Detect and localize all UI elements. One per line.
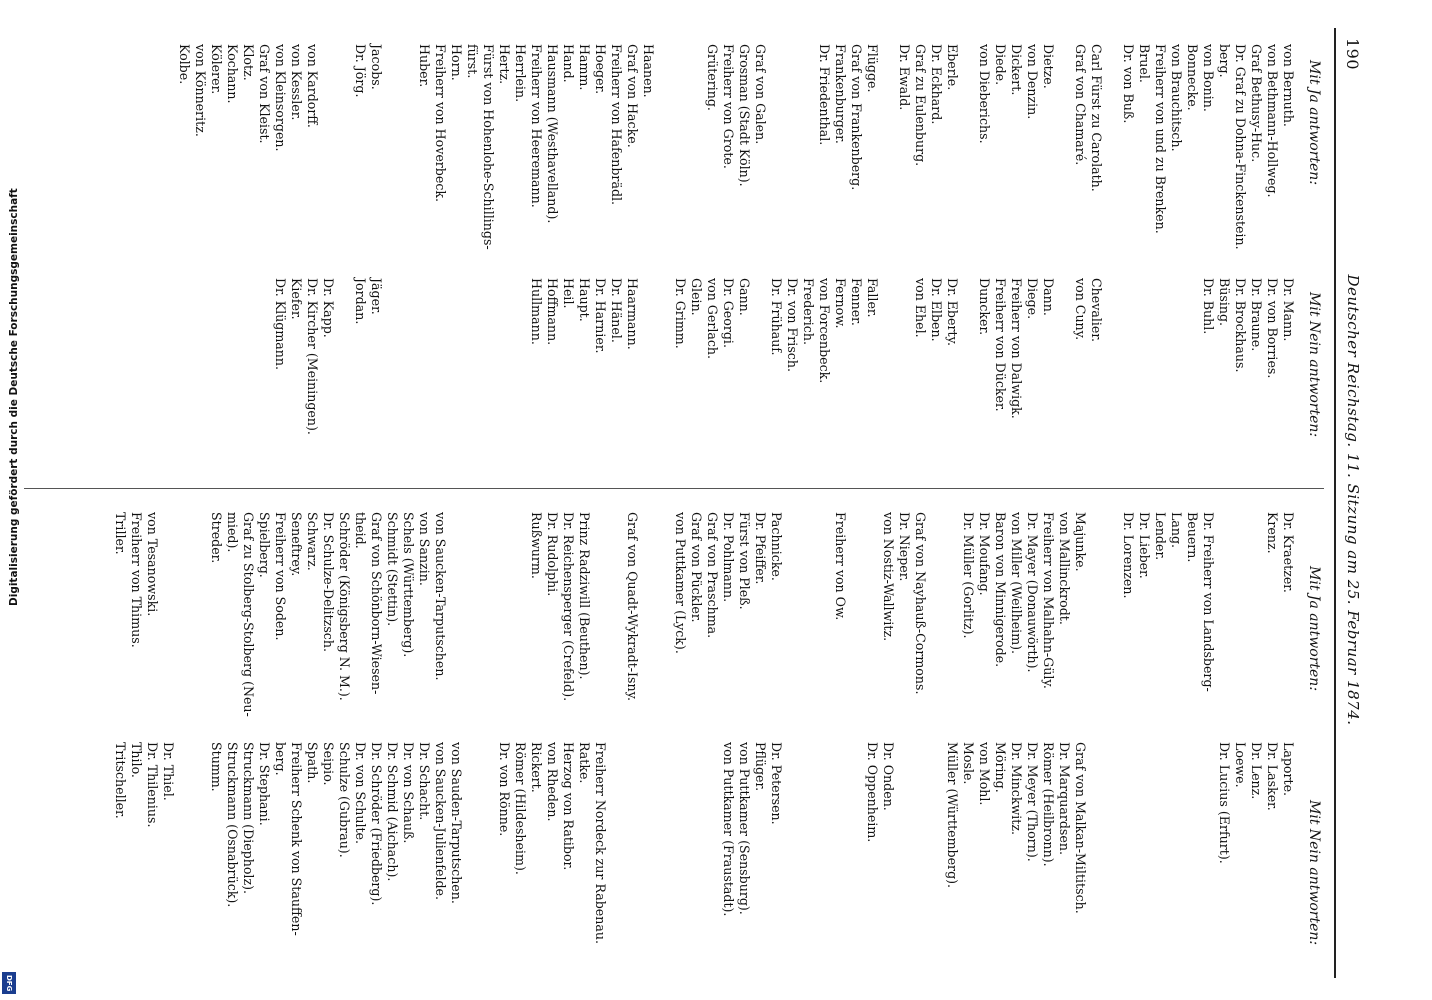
- member-name: Krenz.: [1265, 512, 1280, 554]
- member-name: Dr. Stephani.: [257, 742, 272, 826]
- running-title: Deutscher Reichstag. 11. Sitzung am 25. Februar 1874.: [1344, 274, 1362, 726]
- list-spacer: [912, 742, 928, 944]
- member-name: Seipio.: [321, 742, 336, 786]
- member-name: Hausmann (Westhavelland).: [545, 44, 560, 224]
- member-name: Graf von Quadt-Wykradt-Isny.: [625, 512, 640, 702]
- list-spacer: [192, 742, 208, 944]
- left-nein-list: [272, 278, 1296, 435]
- member-name: von Sanzin.: [417, 512, 432, 586]
- list-spacer: [176, 512, 192, 717]
- list-spacer: [1200, 742, 1216, 944]
- member-name: von Miller (Weilheim).: [1009, 512, 1024, 655]
- member-name: Freiherr von Hoverbeck.: [433, 44, 448, 203]
- member-name: Dr. Schacht.: [417, 742, 432, 821]
- member-name: Diege.: [1025, 278, 1040, 320]
- member-name: von Puttkamer (Sensburg).: [737, 742, 752, 915]
- member-name: Pflüger.: [753, 742, 768, 792]
- member-name: Majunke.: [1073, 512, 1088, 572]
- member-name: Streder.: [209, 512, 224, 564]
- member-name: von Könneritz.: [193, 44, 208, 137]
- member-name: von Mohl.: [977, 742, 992, 806]
- member-name: Dr. Kircher (Meiningen).: [305, 278, 320, 435]
- member-name: Kolbe.: [177, 44, 192, 85]
- list-spacer: [384, 278, 400, 435]
- member-name: von Puttkamer (Fraustadt).: [721, 742, 736, 917]
- list-spacer: [864, 512, 880, 717]
- member-name: Struckmann (Diepholz).: [241, 742, 256, 895]
- member-name: von Tesanowski.: [145, 512, 160, 617]
- member-name: Dr. Moufang.: [977, 512, 992, 596]
- member-name: Graf von Pückler.: [689, 512, 704, 623]
- member-name: von Gerlach.: [705, 278, 720, 360]
- list-spacer: [608, 742, 624, 944]
- list-spacer: [848, 512, 864, 717]
- right-nein-list: [112, 742, 1296, 944]
- list-spacer: [672, 44, 688, 250]
- member-name: Stumm.: [209, 742, 224, 792]
- member-name: Frederich.: [801, 278, 816, 345]
- list-spacer: [656, 44, 672, 250]
- member-name: Dr. von Borries.: [1265, 278, 1280, 379]
- member-name: Schröder (Königsberg N. M.).: [337, 512, 352, 701]
- member-name: Dr. Eckhard.: [929, 44, 944, 125]
- member-name: Heil.: [561, 278, 576, 309]
- list-spacer: [160, 512, 176, 717]
- member-name: Dr. Elben.: [929, 278, 944, 342]
- member-name: Bonnecke.: [1185, 44, 1200, 111]
- list-spacer: [688, 742, 704, 944]
- member-name: Horn.: [449, 44, 464, 81]
- member-name: Dr. Friedenthal.: [817, 44, 832, 146]
- member-name: von Puttkamer (Lyck).: [673, 512, 688, 654]
- member-name: Bruel.: [1137, 44, 1152, 83]
- list-spacer: [1184, 278, 1200, 435]
- list-spacer: [1120, 742, 1136, 944]
- member-name: Diede.: [993, 44, 1008, 86]
- member-name: Carl Fürst zu Carolath.: [1089, 44, 1104, 192]
- member-name: Fürst von Pleß.: [737, 512, 752, 610]
- list-spacer: [480, 742, 496, 944]
- member-name: von Kessler.: [289, 44, 304, 121]
- list-spacer: [832, 742, 848, 944]
- list-spacer: [512, 512, 528, 717]
- member-name: Triller.: [113, 512, 128, 555]
- member-name: Möring.: [993, 742, 1008, 793]
- member-name: Freiherr Nordeck zur Rabenau.: [593, 742, 608, 944]
- member-name: Kochann.: [225, 44, 240, 104]
- member-name: Dr. von Schauß.: [401, 742, 416, 844]
- list-spacer: [592, 512, 608, 717]
- member-name: Dr. Grimm.: [673, 278, 688, 349]
- member-name: Dr. von Buß.: [1121, 44, 1136, 124]
- member-name: Hoeger.: [593, 44, 608, 95]
- member-name: von Kleinsorgen.: [273, 44, 288, 152]
- list-spacer: [1104, 44, 1120, 250]
- member-name: Graf zu Stolberg-Stolberg (Neu-: [241, 512, 256, 717]
- member-name: Dr. von Schulte.: [353, 742, 368, 844]
- member-name: fürst.: [465, 44, 480, 79]
- list-spacer: [512, 278, 528, 435]
- member-name: Loewe.: [1233, 742, 1248, 788]
- list-spacer: [624, 742, 640, 944]
- member-name: Graf von Malkan-Miltitsch.: [1073, 742, 1088, 914]
- member-name: Laporte.: [1281, 742, 1296, 797]
- member-name: Dr. Jörg.: [353, 44, 368, 98]
- member-name: Dr. Mann.: [1281, 278, 1296, 342]
- member-name: Dr. Kapp.: [321, 278, 336, 338]
- member-name: Duncker.: [977, 278, 992, 336]
- member-name: Grosman (Stadt Köln).: [737, 44, 752, 187]
- member-name: Dr. Oppenheim.: [865, 742, 880, 843]
- member-name: Freiherr von Soden.: [273, 512, 288, 641]
- member-name: Faller.: [865, 278, 880, 318]
- list-spacer: [464, 512, 480, 717]
- member-name: Römer (Hildesheim).: [513, 742, 528, 875]
- member-name: Glein.: [689, 278, 704, 316]
- member-name: Freiherr von Hafenbrädl.: [609, 44, 624, 206]
- list-spacer: [800, 742, 816, 944]
- list-spacer: [480, 512, 496, 717]
- member-name: Haarmann.: [625, 278, 640, 350]
- member-name: Jacobs.: [369, 44, 384, 90]
- list-spacer: [768, 44, 784, 250]
- list-spacer: [1152, 742, 1168, 944]
- member-name: von Saucken-Julienfelde.: [433, 742, 448, 900]
- list-spacer: [464, 278, 480, 435]
- left-nein-heading: Mit Nein antworten:: [1306, 292, 1322, 438]
- member-name: berg.: [273, 742, 288, 776]
- list-spacer: [784, 512, 800, 717]
- member-name: Fernow.: [833, 278, 848, 329]
- member-name: Freiherr von Grote.: [721, 44, 736, 169]
- member-name: Dr. Buhl.: [1201, 278, 1216, 335]
- funding-footer: Digitalisierung gefördert durch die Deutsche Forschungsgemeinschaft: [8, 188, 20, 606]
- member-name: von Saucken-Tarputschen.: [433, 512, 448, 681]
- member-name: von Brauchitsch.: [1169, 44, 1184, 152]
- member-name: Schmidt (Stettin).: [385, 512, 400, 627]
- member-name: Hoffmann.: [545, 278, 560, 346]
- member-name: Dr. von Rönne.: [497, 742, 512, 837]
- list-spacer: [848, 742, 864, 944]
- right-nein-heading: Mit Nein antworten:: [1306, 800, 1322, 946]
- member-name: von Bonin.: [1201, 44, 1216, 112]
- list-spacer: [1152, 278, 1168, 435]
- member-name: Dr. Mayer (Donauwörth).: [1025, 512, 1040, 673]
- member-name: Dr. Lasker.: [1265, 742, 1280, 811]
- member-name: Dr. Rudolphi.: [545, 512, 560, 597]
- list-spacer: [1216, 512, 1232, 717]
- member-name: Dr. Lenz.: [1249, 742, 1264, 800]
- list-spacer: [464, 742, 480, 944]
- member-name: Seneftrey.: [289, 512, 304, 577]
- left-ja-list: [176, 44, 1296, 250]
- member-name: Dr. Thilenius.: [145, 742, 160, 828]
- member-name: von Cuny.: [1073, 278, 1088, 341]
- member-name: Grütering.: [705, 44, 720, 111]
- member-name: Dr. Ewald.: [897, 44, 912, 111]
- member-name: Dr. Freiherr von Landsberg-: [1201, 512, 1216, 692]
- member-name: Kiefer.: [289, 278, 304, 320]
- member-name: Dr. von Frisch.: [785, 278, 800, 372]
- list-spacer: [400, 44, 416, 250]
- list-spacer: [656, 742, 672, 944]
- member-name: Fenner.: [849, 278, 864, 326]
- member-name: Chevalier.: [1089, 278, 1104, 342]
- member-name: Jordan.: [353, 278, 368, 325]
- list-spacer: [1232, 512, 1248, 717]
- list-spacer: [1248, 512, 1264, 717]
- list-spacer: [640, 742, 656, 944]
- member-name: Dr. Harnier.: [593, 278, 608, 354]
- member-name: Thilo.: [129, 742, 144, 778]
- member-name: von Forcenbeck.: [817, 278, 832, 384]
- list-spacer: [928, 512, 944, 717]
- list-spacer: [448, 278, 464, 435]
- member-name: Büsing.: [1217, 278, 1232, 327]
- member-name: Freiherr von Thimus.: [129, 512, 144, 648]
- member-name: berg.: [1217, 44, 1232, 78]
- list-spacer: [640, 512, 656, 717]
- member-name: Dr. Pfeiffer.: [753, 512, 768, 585]
- member-name: Dr. Lucius (Erfurt).: [1217, 742, 1232, 864]
- list-spacer: [336, 44, 352, 250]
- member-name: Lang.: [1169, 512, 1184, 549]
- list-spacer: [816, 512, 832, 717]
- member-name: Dickert.: [1009, 44, 1024, 96]
- list-spacer: [448, 512, 464, 717]
- left-ja-heading: Mit Ja antworten:: [1306, 60, 1322, 186]
- list-spacer: [400, 278, 416, 435]
- member-name: Huber.: [417, 44, 432, 88]
- member-name: Rickert.: [529, 742, 544, 793]
- list-spacer: [752, 278, 768, 435]
- member-name: von Denzin.: [1025, 44, 1040, 120]
- list-spacer: [688, 44, 704, 250]
- member-name: von Rheden.: [545, 742, 560, 822]
- list-spacer: [176, 742, 192, 944]
- list-spacer: [384, 44, 400, 250]
- member-name: Freiherr von Dücker.: [993, 278, 1008, 412]
- member-name: Ratke.: [577, 742, 592, 784]
- list-spacer: [896, 742, 912, 944]
- member-name: Mosle.: [961, 742, 976, 785]
- list-spacer: [960, 44, 976, 250]
- list-spacer: [1184, 742, 1200, 944]
- member-name: Frankenburger.: [833, 44, 848, 144]
- list-spacer: [1104, 512, 1120, 717]
- list-spacer: [1056, 278, 1072, 435]
- member-name: von Dieberichs.: [977, 44, 992, 144]
- list-spacer: [896, 278, 912, 435]
- list-spacer: [928, 742, 944, 944]
- list-spacer: [496, 512, 512, 717]
- list-spacer: [880, 278, 896, 435]
- list-spacer: [960, 278, 976, 435]
- member-name: Dr. Thiel.: [161, 742, 176, 801]
- list-spacer: [336, 278, 352, 435]
- member-name: Dr. Schulze-Delitzsch.: [321, 512, 336, 652]
- dfg-logo: DFG: [2, 972, 16, 994]
- list-spacer: [784, 44, 800, 250]
- list-spacer: [1104, 278, 1120, 435]
- member-name: Dr. Brockhaus.: [1233, 278, 1248, 373]
- member-name: Herrlein.: [513, 44, 528, 103]
- member-name: Pachnicke.: [769, 512, 784, 581]
- member-name: Hullmann.: [529, 278, 544, 345]
- member-name: Freiherr von Ow.: [833, 512, 848, 621]
- member-name: Dietze.: [1041, 44, 1056, 89]
- list-spacer: [816, 742, 832, 944]
- member-name: Dr. Graf zu Dohna-Finckenstein.: [1233, 44, 1248, 250]
- member-name: Graf von Praschma.: [705, 512, 720, 639]
- member-name: Dr. Klügmann.: [273, 278, 288, 371]
- member-name: Dr. Georgi.: [721, 278, 736, 348]
- member-name: von Bernuth.: [1281, 44, 1296, 127]
- list-spacer: [880, 44, 896, 250]
- member-name: Hertz.: [497, 44, 512, 85]
- member-name: Dr. Schmid (Aichach).: [385, 742, 400, 882]
- member-name: Fürst von Hohenlohe-Schillings-: [481, 44, 496, 250]
- member-name: Hand.: [561, 44, 576, 83]
- member-name: von Kardorff.: [305, 44, 320, 128]
- member-name: Lender.: [1153, 512, 1168, 561]
- member-name: Dr. Reichensperger (Crefeld).: [561, 512, 576, 702]
- member-name: Dr. Meyer (Thorn).: [1025, 742, 1040, 862]
- member-name: Graf von Chamaré.: [1073, 44, 1088, 166]
- member-name: Gann.: [737, 278, 752, 316]
- member-name: Dr. Braune.: [1249, 278, 1264, 352]
- list-spacer: [944, 512, 960, 717]
- list-spacer: [1136, 278, 1152, 435]
- member-name: Schels (Württemberg).: [401, 512, 416, 658]
- member-name: Römer (Heilbronn).: [1041, 742, 1056, 867]
- member-name: Graf zu Eulenburg.: [913, 44, 928, 167]
- list-spacer: [1168, 278, 1184, 435]
- member-name: Dr. Pohlmann.: [721, 512, 736, 603]
- right-ja-list: [112, 512, 1296, 717]
- list-spacer: [1104, 742, 1120, 944]
- member-name: von Sauden-Tarputschen.: [449, 742, 464, 904]
- member-name: Klotz.: [241, 44, 256, 81]
- list-spacer: [672, 742, 688, 944]
- list-spacer: [480, 278, 496, 435]
- member-name: mied).: [225, 512, 240, 553]
- member-name: Spath.: [305, 742, 320, 784]
- member-name: Graf von Hacke.: [625, 44, 640, 148]
- member-name: Hamm.: [577, 44, 592, 91]
- member-name: Kölerer.: [209, 44, 224, 95]
- page-number: 190: [1343, 38, 1362, 71]
- list-spacer: [432, 278, 448, 435]
- member-name: Dr. Petersen.: [769, 742, 784, 825]
- list-spacer: [496, 278, 512, 435]
- member-name: Dr. Eberty.: [945, 278, 960, 346]
- member-name: Dr. Minckwitz.: [1009, 742, 1024, 835]
- list-spacer: [656, 512, 672, 717]
- list-spacer: [704, 742, 720, 944]
- member-name: Freiherr von Heeremann.: [529, 44, 544, 208]
- member-name: Dr. Frühauf.: [769, 278, 784, 356]
- list-spacer: [800, 44, 816, 250]
- member-name: Tritscheller.: [113, 742, 128, 819]
- member-name: Müller (Württemberg).: [945, 742, 960, 889]
- member-name: Dr. Schröder (Friedberg).: [369, 742, 384, 906]
- list-spacer: [800, 512, 816, 717]
- member-name: Dr. Kraetzer.: [1281, 512, 1296, 593]
- member-name: Graf von Nayhauß-Cormons.: [913, 512, 928, 695]
- list-spacer: [1136, 742, 1152, 944]
- list-spacer: [640, 278, 656, 435]
- list-spacer: [1168, 742, 1184, 944]
- member-name: Prinz Radziwill (Beuthen).: [577, 512, 592, 680]
- member-name: Rußwurm.: [529, 512, 544, 579]
- member-name: Freiherr von Malhahn-Güly.: [1041, 512, 1056, 689]
- member-name: Dann.: [1041, 278, 1056, 316]
- right-ja-heading: Mit Ja antworten:: [1306, 566, 1322, 692]
- member-name: Herzog von Ratibor.: [561, 742, 576, 871]
- member-name: Graf von Kleist.: [257, 44, 272, 144]
- header-rule: [1334, 28, 1336, 978]
- list-spacer: [192, 512, 208, 717]
- member-name: Graf von Frankenberg.: [849, 44, 864, 191]
- list-spacer: [1056, 44, 1072, 250]
- member-name: Haupt.: [577, 278, 592, 322]
- member-name: Dr. Lorenzen.: [1121, 512, 1136, 599]
- member-name: Struckmann (Osnabrück).: [225, 742, 240, 908]
- member-name: Baron von Minnigerode.: [993, 512, 1008, 668]
- member-name: Graf Bethusy-Huc.: [1249, 44, 1264, 163]
- member-name: Freiherr von Dalwigk.: [1009, 278, 1024, 419]
- member-name: Eberle.: [945, 44, 960, 91]
- member-name: Flügge.: [865, 44, 880, 93]
- member-name: Dr. Onden.: [881, 742, 896, 811]
- member-name: Freiherr Schenk von Stauffen-: [289, 742, 304, 936]
- member-name: Schwarz.: [305, 512, 320, 571]
- member-name: von Ehel.: [913, 278, 928, 338]
- member-name: Schulze (Gubrau).: [337, 742, 352, 858]
- member-name: Freiherr von und zu Brenken.: [1153, 44, 1168, 234]
- member-name: Dr. Müller (Gorlitz).: [961, 512, 976, 639]
- member-name: von Bethmann-Hollweg.: [1265, 44, 1280, 198]
- member-name: von Nostiz-Wallwitz.: [881, 512, 896, 642]
- member-name: Graf von Galen.: [753, 44, 768, 145]
- list-spacer: [416, 278, 432, 435]
- member-name: Beuern.: [1185, 512, 1200, 563]
- list-spacer: [784, 742, 800, 944]
- member-name: Dr. Marquardsen.: [1057, 742, 1072, 855]
- member-name: Dr. Nieper.: [897, 512, 912, 582]
- list-spacer: [1120, 278, 1136, 435]
- member-name: Graf von Schönborn-Wiesen-: [369, 512, 384, 695]
- member-name: Dr. Lieber.: [1137, 512, 1152, 579]
- member-name: Jäger.: [369, 278, 384, 315]
- list-spacer: [1088, 512, 1104, 717]
- list-spacer: [1088, 742, 1104, 944]
- member-name: von Mallinckrodt.: [1057, 512, 1072, 625]
- list-spacer: [656, 278, 672, 435]
- member-name: Haanen.: [641, 44, 656, 98]
- list-spacer: [608, 512, 624, 717]
- list-spacer: [320, 44, 336, 250]
- member-name: Spielberg.: [257, 512, 272, 578]
- member-name: theid.: [353, 512, 368, 549]
- member-name: Dr. Hänel.: [609, 278, 624, 343]
- column-divider: [24, 488, 1324, 489]
